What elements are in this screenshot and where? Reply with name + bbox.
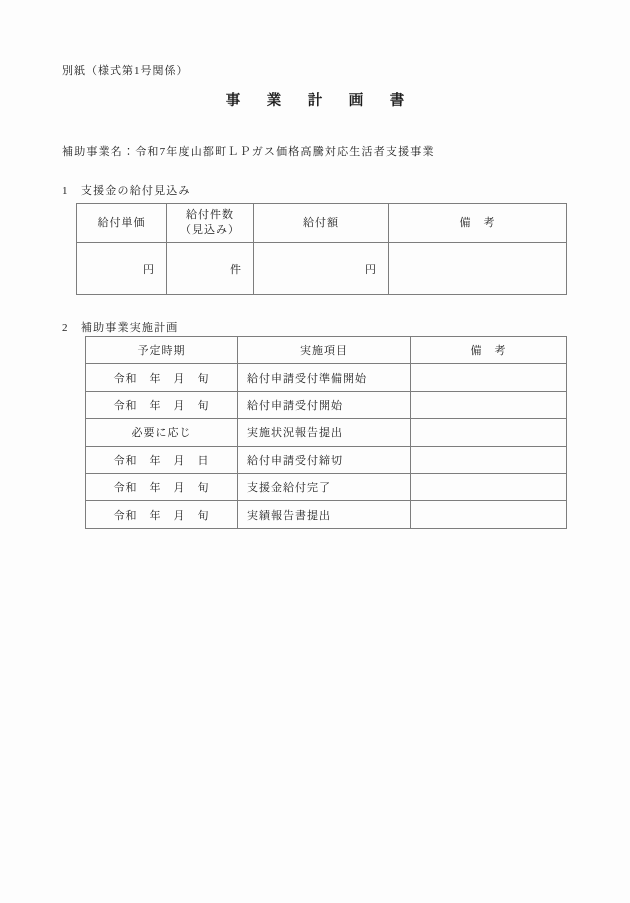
subsidy-project-name: 補助事業名：令和7年度山都町ＬＰガス価格高騰対応生活者支援事業 xyxy=(62,146,435,158)
remarks-cell xyxy=(411,419,567,446)
item-cell: 支援金給付完了 xyxy=(238,473,411,500)
item-cell: 実施状況報告提出 xyxy=(238,419,411,446)
col-header-item: 実施項目 xyxy=(238,337,411,364)
period-cell: 令和 年 月 旬 xyxy=(86,473,238,500)
col-header-count-line1: 給付件数 xyxy=(186,209,234,221)
count-cell: 件 xyxy=(167,243,254,295)
table-row xyxy=(86,391,567,418)
col-header-count xyxy=(167,204,254,243)
col-header-count-line2: （見込み） xyxy=(180,224,240,236)
col-header-unit-price: 給付単価 xyxy=(77,204,167,243)
item-cell: 給付申請受付締切 xyxy=(238,446,411,473)
amount-cell: 円 xyxy=(254,243,389,295)
table-row xyxy=(77,243,567,295)
item-cell: 給付申請受付開始 xyxy=(238,391,411,418)
unit-price-cell: 円 xyxy=(77,243,167,295)
table-row xyxy=(86,419,567,446)
remarks-cell xyxy=(389,243,567,295)
remarks-cell xyxy=(411,473,567,500)
section2-heading: 2 補助事業実施計画 xyxy=(62,322,179,334)
period-cell: 必要に応じ xyxy=(86,419,238,446)
col-header-amount: 給付額 xyxy=(254,204,389,243)
implementation-plan-table xyxy=(85,336,567,529)
benefit-estimate-table xyxy=(76,203,567,295)
period-cell: 令和 年 月 旬 xyxy=(86,364,238,391)
table-row xyxy=(86,473,567,500)
remarks-cell xyxy=(411,501,567,528)
table-row xyxy=(86,446,567,473)
table-row xyxy=(86,364,567,391)
item-cell: 給付申請受付準備開始 xyxy=(238,364,411,391)
table-header-row xyxy=(86,337,567,364)
remarks-cell xyxy=(411,446,567,473)
table-row xyxy=(86,501,567,528)
remarks-cell xyxy=(411,391,567,418)
col-header-period: 予定時期 xyxy=(86,337,238,364)
document-title: 事 業 計 画 書 xyxy=(225,93,411,109)
period-cell: 令和 年 月 旬 xyxy=(86,501,238,528)
col-header-remarks: 備 考 xyxy=(389,204,567,243)
attachment-note: 別紙（様式第1号関係） xyxy=(62,65,189,77)
col-header-remarks: 備 考 xyxy=(411,337,567,364)
table-header-row xyxy=(77,204,567,243)
item-cell: 実績報告書提出 xyxy=(238,501,411,528)
period-cell: 令和 年 月 日 xyxy=(86,446,238,473)
remarks-cell xyxy=(411,364,567,391)
section1-heading: 1 支援金の給付見込み xyxy=(62,185,191,197)
period-cell: 令和 年 月 旬 xyxy=(86,391,238,418)
